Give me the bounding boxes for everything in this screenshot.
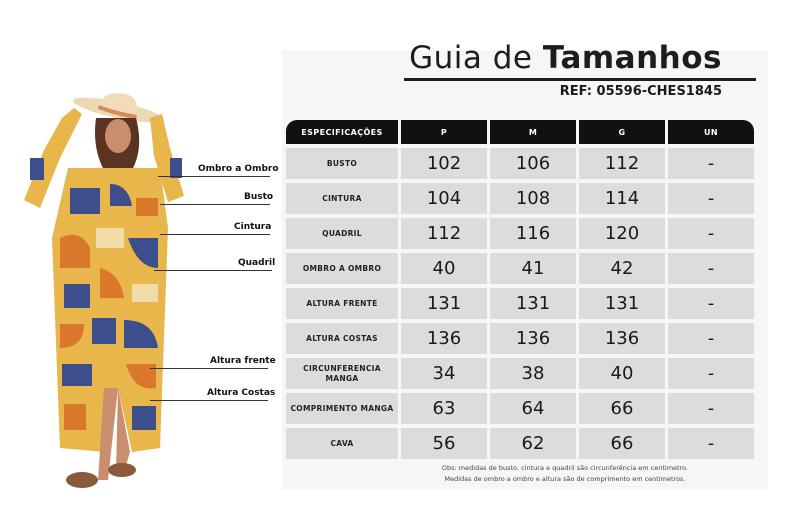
value-cell: 56 <box>401 428 487 459</box>
spec-label: COMPRIMENTO MANGA <box>286 393 398 424</box>
spec-label: QUADRIL <box>286 218 398 249</box>
value-cell: 42 <box>579 253 665 284</box>
value-cell: 34 <box>401 358 487 389</box>
table-row <box>286 148 754 179</box>
table-header-row <box>286 120 754 144</box>
table-row <box>286 393 754 424</box>
label-altura-frente: Altura frente <box>210 356 276 366</box>
label-busto: Busto <box>244 192 274 202</box>
spec-label: BUSTO <box>286 148 398 179</box>
value-cell: 136 <box>401 323 487 354</box>
line-quadril <box>154 270 272 271</box>
table-row <box>286 323 754 354</box>
line-altura-costas <box>150 400 268 401</box>
column-header-g: G <box>579 120 665 144</box>
value-cell: 66 <box>579 428 665 459</box>
value-cell: 102 <box>401 148 487 179</box>
line-busto <box>160 204 270 205</box>
value-cell: 114 <box>579 183 665 214</box>
value-cell: - <box>668 393 754 424</box>
value-cell: 38 <box>490 358 576 389</box>
value-cell: 66 <box>579 393 665 424</box>
value-cell: - <box>668 358 754 389</box>
value-cell: 104 <box>401 183 487 214</box>
value-cell: - <box>668 148 754 179</box>
value-cell: - <box>668 218 754 249</box>
table-row <box>286 183 754 214</box>
column-header-specs: ESPECIFICAÇÕES <box>286 120 398 144</box>
value-cell: - <box>668 288 754 319</box>
line-cintura <box>160 234 270 235</box>
column-header-m: M <box>490 120 576 144</box>
spec-label: CINTURA <box>286 183 398 214</box>
value-cell: 41 <box>490 253 576 284</box>
value-cell: 120 <box>579 218 665 249</box>
value-cell: - <box>668 323 754 354</box>
column-header-p: P <box>401 120 487 144</box>
measurement-notes <box>360 463 770 485</box>
reference-code: REF: 05596-CHES1845 <box>559 84 722 99</box>
spec-label: ALTURA FRENTE <box>286 288 398 319</box>
value-cell: 136 <box>490 323 576 354</box>
page-title <box>409 40 722 76</box>
title-light: Guia de <box>409 40 543 76</box>
spec-label: ALTURA COSTAS <box>286 323 398 354</box>
size-table <box>283 116 757 463</box>
value-cell: 64 <box>490 393 576 424</box>
value-cell: 136 <box>579 323 665 354</box>
value-cell: - <box>668 253 754 284</box>
value-cell: 131 <box>579 288 665 319</box>
model-illustration <box>0 88 200 498</box>
table-row <box>286 428 754 459</box>
model-in-dress-image <box>0 88 200 498</box>
value-cell: 106 <box>490 148 576 179</box>
value-cell: 40 <box>579 358 665 389</box>
value-cell: 108 <box>490 183 576 214</box>
value-cell: 116 <box>490 218 576 249</box>
value-cell: 131 <box>401 288 487 319</box>
value-cell: - <box>668 183 754 214</box>
table-row <box>286 358 754 389</box>
value-cell: - <box>668 428 754 459</box>
value-cell: 112 <box>401 218 487 249</box>
value-cell: 112 <box>579 148 665 179</box>
label-quadril: Quadril <box>238 258 276 268</box>
spec-label: CIRCUNFERENCIA MANGA <box>286 358 398 389</box>
table-row <box>286 218 754 249</box>
table-row <box>286 253 754 284</box>
label-altura-costas: Altura Costas <box>207 388 276 398</box>
line-altura-frente <box>150 368 268 369</box>
value-cell: 62 <box>490 428 576 459</box>
line-ombro-a-ombro <box>158 176 270 177</box>
value-cell: 40 <box>401 253 487 284</box>
value-cell: 131 <box>490 288 576 319</box>
note-line-circumference: Obs: medidas de busto, cintura e quadril são circunferência em centimetro. <box>441 464 689 472</box>
label-ombro-a-ombro: Ombro a Ombro <box>198 164 279 174</box>
label-cintura: Cintura <box>234 222 272 232</box>
column-header-un: UN <box>668 120 754 144</box>
table-row <box>286 288 754 319</box>
spec-label: OMBRO A OMBRO <box>286 253 398 284</box>
value-cell: 63 <box>401 393 487 424</box>
spec-label: CAVA <box>286 428 398 459</box>
note-line-length: Medidas de ombro a ombro e altura são de comprimento em centimetros. <box>444 475 686 483</box>
title-underline <box>404 78 756 81</box>
title-bold: Tamanhos <box>542 40 722 76</box>
